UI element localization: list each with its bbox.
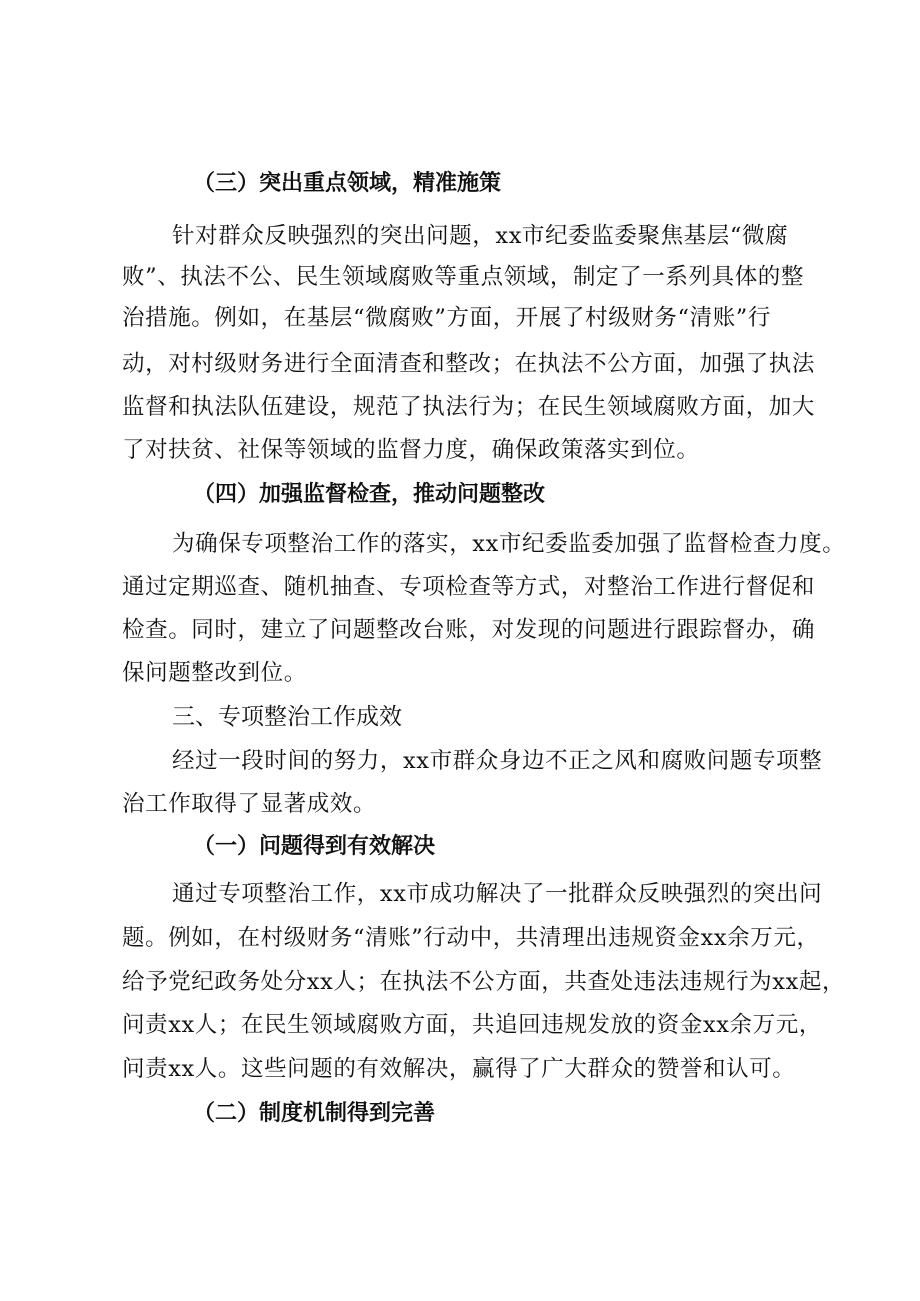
paragraph-line: 治工作取得了显著成效。 xyxy=(122,791,377,817)
section-heading-4: （四）加强监督检查，推动问题整改 xyxy=(193,482,546,507)
paragraph-line: 败”、执法不公、民生领域腐败等重点领域，制定了一系列具体的整 xyxy=(122,264,805,290)
paragraph-line: 问责xx人。这些问题的有效解决，赢得了广大群众的赞誉和认可。 xyxy=(122,1056,796,1082)
paragraph-line: 问责xx人；在民生领域腐败方面，共追回违规发放的资金xx余万元， xyxy=(122,1012,822,1038)
paragraph-line: 治措施。例如，在基层“微腐败”方面，开展了村级财务“清账”行 xyxy=(122,305,772,331)
paragraph-line: 经过一段时间的努力，xx市群众身边不正之风和腐败问题专项整 xyxy=(172,748,823,774)
paragraph-line: 保问题整改到位。 xyxy=(122,660,307,686)
paragraph-line: 监督和执法队伍建设，规范了执法行为；在民生领域腐败方面，加大 xyxy=(122,394,816,420)
paragraph-line: 了对扶贫、社保等领域的监督力度，确保政策落实到位。 xyxy=(122,437,700,463)
paragraph-line: 给予党纪政务处分xx人；在执法不公方面，共查处违法违规行为xx起， xyxy=(122,969,846,995)
section-heading-3: （三）突出重点领域，精准施策 xyxy=(193,171,502,196)
paragraph-line: 题。例如，在村级财务“清账”行动中，共清理出违规资金xx余万元， xyxy=(122,925,820,951)
paragraph-line: 针对群众反映强烈的突出问题，xx市纪委监委聚焦基层“微腐 xyxy=(172,223,789,249)
part-heading-3: 三、专项整治工作成效 xyxy=(172,704,402,730)
subsection-heading-1: （一）问题得到有效解决 xyxy=(193,834,436,859)
subsection-heading-2: （二）制度机制得到完善 xyxy=(193,1101,436,1126)
paragraph-line: 通过定期巡查、随机抽查、专项检查等方式，对整治工作进行督促和 xyxy=(122,574,816,600)
paragraph-line: 为确保专项整治工作的落实，xx市纪委监委加强了监督检查力度。 xyxy=(172,531,846,557)
paragraph-line: 动，对村级财务进行全面清查和整改；在执法不公方面，加强了执法 xyxy=(122,351,816,377)
paragraph-line: 检查。同时，建立了问题整改台账，对发现的问题进行跟踪督办，确 xyxy=(122,617,816,643)
paragraph-line: 通过专项整治工作，xx市成功解决了一批群众反映强烈的突出问 xyxy=(172,881,823,907)
